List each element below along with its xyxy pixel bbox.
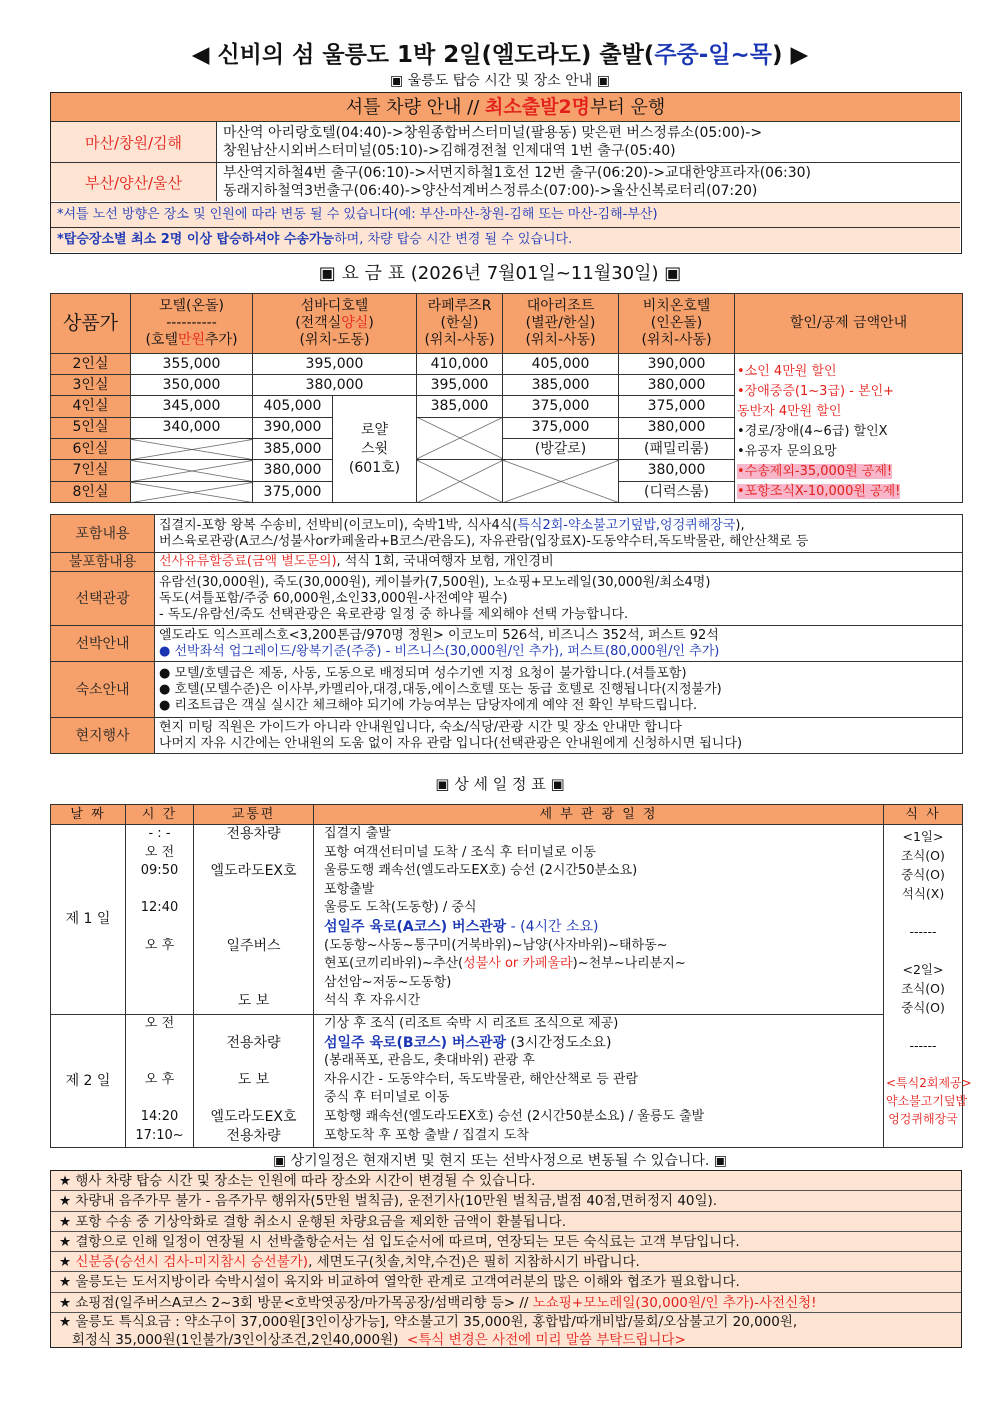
include-content: 집결지-포항 왕복 수송비, 선박비(이코노미), 숙박1박, 식사4식(특식2회-약소불고기덮밥,엉겅퀴해장국), 버스육로관광(A코스/성불사or카페울라+B코스/관음도), 자유관람(입장료X)-도동약수터,독도박물관, 해안산책로 등 xyxy=(155,515,963,553)
price-cell: 385,000 xyxy=(503,375,619,396)
day2-transport: 전용차량 도 보 엘도라도EX호 전용차량 xyxy=(194,1015,314,1148)
day1-transport: 전용차량 엘도라도EX호 일주버스 도 보 xyxy=(194,825,314,1015)
header-laperouse: 라페루즈R (한실) (위치-사동) xyxy=(417,294,503,354)
shuttle-note: 하며, 차량 탑승 시간 변경 될 수 있습니다. xyxy=(334,232,573,247)
shuttle-section xyxy=(50,92,962,254)
option-label: 선택관광 xyxy=(51,572,155,626)
title-accent: 주중-일~목 xyxy=(654,42,773,68)
local-label: 현지행사 xyxy=(51,718,155,754)
route-line: 창원남산시외버스터미널(05:10)->김해경전철 인제대역 1번 출구(05:40) xyxy=(223,143,676,159)
sched-title: ▣ 상 세 일 정 표 ▣ xyxy=(435,775,565,793)
page-title xyxy=(0,40,1000,70)
day2-times: 오 전 오 후 14:20 17:10~ xyxy=(126,1015,194,1148)
title-text: ◀ 신비의 섬 울릉도 1박 2일(엘도라도) 출발( xyxy=(191,42,655,68)
royal-suite: 로얄 스윗 (601호) xyxy=(333,396,417,503)
price-cell: 385,000 xyxy=(417,396,503,418)
route-line: 마산역 아리랑호텔(04:40)->창원종합버스터미널(팔용동) 맞은편 버스정류소(05:00)-> xyxy=(223,125,763,141)
sub-title: ▣ 울릉도 탑승 시간 및 장소 안내 ▣ xyxy=(390,73,610,89)
na-cell xyxy=(417,460,503,503)
day1-detail: 집결지 출발 포항 여객선터미널 도착 / 조식 후 터미널로 이동 울릉도행 쾌속선(엘도라도EX호) 승선 (2시간50분소요) 포항출발 울릉도 도착(도동항) / 중식 섬일주 육로(A코스) 버스관광 - (4시간 소요) (도동항~사동~통구미(거북바위)~남양(사자바위)~태하동~ 현포(코끼리바위)~추산(성불사 or 카페울라)~천부~나리분지~ 삼선암~저동~도동항) 석식 후 자유시간 xyxy=(314,825,884,1015)
shuttle-header-text: 셔틀 차량 안내 // xyxy=(345,97,486,118)
na-cell xyxy=(131,439,253,460)
shuttle-note: *셔틀 노선 방향은 장소 및 인원에 따라 변동 될 수 있습니다(예: 부산-마산-창원-김해 또는 마산-김해-부산) xyxy=(57,207,658,222)
price-cell: 405,000 xyxy=(503,354,619,375)
price-cell: 410,000 xyxy=(417,354,503,375)
notes-box xyxy=(50,1170,962,1348)
info-table xyxy=(50,514,963,754)
note-item: ★ 신분증(승선시 검사-미지참시 승선불가), 세면도구(칫솔,치약,수건)은 필히 지참하시기 바랍니다. xyxy=(51,1252,961,1272)
room-type: 4인실 xyxy=(51,396,131,418)
price-cell: 350,000 xyxy=(131,375,253,396)
room-type: 7인실 xyxy=(51,460,131,482)
price-cell: 380,000 xyxy=(253,375,417,396)
header-daea: 대아리조트 (별관/한실) (위치-사동) xyxy=(503,294,619,354)
price-cell: 375,000 xyxy=(503,417,619,439)
price-cell: 385,000 xyxy=(253,439,333,460)
discount-item: •소인 4만원 할인 xyxy=(737,364,837,379)
price-cell: 380,000 xyxy=(253,460,333,482)
price-cell: 380,000 xyxy=(619,375,735,396)
na-cell xyxy=(503,460,619,503)
col-time: 시 간 xyxy=(126,805,194,825)
note-item: ★ 행사 차량 탑승 시간 및 장소는 인원에 따라 장소와 시간이 변경될 수 있습니다. xyxy=(51,1171,961,1191)
price-cell: 375,000 xyxy=(253,482,333,503)
discount-item: 동반자 4만원 할인 xyxy=(737,404,842,419)
day-2: 제 2 일 xyxy=(51,1015,126,1148)
discount-list xyxy=(735,354,963,503)
price-cell: 405,000 xyxy=(253,396,333,418)
room-type: 5인실 xyxy=(51,417,131,439)
price-cell: 345,000 xyxy=(131,396,253,418)
stay-label: 숙소안내 xyxy=(51,662,155,718)
note-item: ★ 결항으로 인해 일정이 연장될 시 선박출항순서는 섬 입도순서에 따르며, 연장되는 모든 숙식료는 고객 부담입니다. xyxy=(51,1232,961,1252)
stay-content: ● 모텔/호텔급은 제동, 사동, 도동으로 배정되며 성수기엔 지정 요청이 불가합니다.(셔틀포함) ● 호텔(모텔수준)은 이사부,카멜리아,대경,대동,에이스호텔 또는 동급 호텔로 진행됩니다(지정불가) ● 리조트급은 객실 실시간 체크해야 되기에 가능여부는 담당자에게 예약 전 확인 부탁드립니다. xyxy=(155,662,963,718)
exclude-label: 불포함내용 xyxy=(51,553,155,572)
discount-item: •포항조식X-10,000원 공제! xyxy=(737,484,901,499)
shuttle-note-accent: *탑승장소별 최소 2명 이상 탑승하셔야 수송가능 xyxy=(57,232,335,247)
note-item: ★ 울릉도는 도서지방이라 숙박시설이 육지와 비교하여 열악한 관계로 고객여러분의 많은 이해와 협조가 필요합니다. xyxy=(51,1272,961,1292)
na-cell xyxy=(131,482,253,503)
price-cell: 380,000 xyxy=(619,417,735,439)
local-content: 현지 미팅 직원은 가이드가 아니라 안내원입니다, 숙소/식당/관광 시간 및 장소 안내만 합니다 나머지 자유 시간에는 안내원의 도움 없이 자유 관람 입니다(선택관광은 안내원에게 신청하시면 됩니다) xyxy=(155,718,963,754)
meal-column: <1일> 조식(O) 중식(O) 석식(X) ------ <2일> 조식(O) 중식(O) ------ <특식2회제공> 약소불고기덮밥 엉겅퀴해장국 xyxy=(884,825,963,1148)
na-cell xyxy=(131,460,253,482)
price-cell: (패밀리룸) xyxy=(619,439,735,460)
col-transport: 교통편 xyxy=(194,805,314,825)
day2-detail: 기상 후 조식 (리조트 숙박 시 리조트 조식으로 제공) 섬일주 육로(B코스) 버스관광 (3시간정도소요) (봉래폭포, 관음도, 촛대바위) 관광 후 자유시간 - 도동약수터, 독도박물관, 해안산책로 등 관람 중식 후 터미널로 이동 포항행 쾌속선(엘도라도EX호) 승선 (2시간50분소요) / 울릉도 출발 포항도착 후 포항 출발 / 집결지 도착 xyxy=(314,1015,884,1148)
discount-item: •경로/장애(4~6급) 할인X xyxy=(737,424,888,439)
header-discount: 할인/공제 금액안내 xyxy=(735,294,963,354)
price-cell: 340,000 xyxy=(131,417,253,439)
na-cell xyxy=(417,417,503,460)
route-line: 동래지하철역3번출구(06:40)->양산석계버스정류소(07:00)->울산신복로터리(07:20) xyxy=(223,183,758,199)
header-motel: 모텔(온돌) ---------- (호텔만원추가) xyxy=(131,294,253,354)
col-detail: 세 부 관 광 일 정 xyxy=(314,805,884,825)
day-1: 제 1 일 xyxy=(51,825,126,1015)
price-cell: 375,000 xyxy=(619,396,735,418)
discount-item: •수송제외-35,000원 공제! xyxy=(737,464,893,479)
col-meal: 식 사 xyxy=(884,805,963,825)
price-cell: 355,000 xyxy=(131,354,253,375)
header-sombody: 섬바디호텔 (전객실양실) (위치-도동) xyxy=(253,294,417,354)
room-type: 8인실 xyxy=(51,482,131,503)
ship-label: 선박안내 xyxy=(51,626,155,662)
route-line: 부산역지하철4번 출구(06:10)->서면지하철1호선 12번 출구(06:20)->교대한양프라자(06:30) xyxy=(223,165,811,181)
price-label: 상품가 xyxy=(51,294,131,354)
price-cell: 395,000 xyxy=(417,375,503,396)
room-type: 2인실 xyxy=(51,354,131,375)
price-cell: 380,000 xyxy=(619,460,735,482)
room-type: 6인실 xyxy=(51,439,131,460)
price-cell: 390,000 xyxy=(619,354,735,375)
day1-times: - : - 오 전 09:50 12:40 오 후 xyxy=(126,825,194,1015)
schedule-table xyxy=(50,804,972,1148)
discount-item: •장애중증(1~3급) - 본인+ xyxy=(737,384,895,399)
price-cell: 395,000 xyxy=(253,354,417,375)
note-item: ★ 쇼핑점(일주버스A코스 2~3회 방문<호박엿공장/마가목공장/섬백리향 등> // 노쇼핑+모노레일(30,000원/인 추가)-사전신청! xyxy=(51,1293,961,1313)
include-label: 포함내용 xyxy=(51,515,155,553)
title-text-end: ) ▶ xyxy=(772,42,809,68)
shuttle-header xyxy=(51,93,960,122)
price-cell: 375,000 xyxy=(503,396,619,418)
price-table xyxy=(50,293,963,503)
note-item: ★ 차량내 음주가무 불가 - 음주가무 행위자(5만원 벌칙금), 운전기사(10만원 벌칙금,벌점 40점,면허정지 40일). xyxy=(51,1191,961,1211)
room-type: 3인실 xyxy=(51,375,131,396)
route-label-busan: 부산/양산/울산 xyxy=(51,163,217,201)
col-date: 날 짜 xyxy=(51,805,126,825)
shuttle-notes xyxy=(51,202,960,252)
price-cell: (디럭스룸) xyxy=(619,482,735,503)
discount-item: •유공자 문의요망 xyxy=(737,444,837,459)
notes-title: ▣ 상기일정은 현재지변 및 현지 또는 선박사정으로 변동될 수 있습니다. ▣ xyxy=(272,1153,728,1169)
price-title: ▣ 요 금 표 (2026년 7월01일~11월30일) ▣ xyxy=(318,263,682,284)
shuttle-header-tail: 부터 운행 xyxy=(590,97,666,118)
option-content: 유람선(30,000원), 죽도(30,000원), 케이블카(7,500원), 노쇼핑+모노레일(30,000원/최소4명) 독도(셔틀포함/주중 60,000원,소인33,000원-사전예약 필수) - 독도/유람선/죽도 선택관광은 육로관광 일정 중 하나를 제외해야 선택 가능합니다. xyxy=(155,572,963,626)
route-label-masan: 마산/창원/김해 xyxy=(51,122,217,162)
note-item: ★ 울릉도 특식요금 : 약소구이 37,000원[3인이상가능], 약소불고기 35,000원, 홍합밥/따개비밥/물회/오삼불고기 20,000원, 회정식 35,000원(1인불가/3인이상조건,2인40,000원) <특식 변경은 사전에 미리 말씀 부탁드립니다> xyxy=(59,1314,798,1349)
header-beachon: 비치온호텔 (인온돌) (위치-사동) xyxy=(619,294,735,354)
ship-content: 엘도라도 익스프레스호<3,200톤급/970명 정원> 이코노미 526석, 비즈니스 352석, 퍼스트 92석 ● 선박좌석 업그레이드/왕복기준(주중) - 비즈니스(30,000원/인 추가), 퍼스트(80,000원/인 추가) xyxy=(155,626,963,662)
price-cell: 390,000 xyxy=(253,417,333,439)
price-cell: (방갈로) xyxy=(503,439,619,460)
option-line-1: 유람선(30,000원), 죽도(30,000원), 케이블카(7,500원), 노쇼핑+모노레일(30,000원/최소4명) xyxy=(159,574,711,590)
min-departure: 최소출발2명 xyxy=(485,96,591,118)
exclude-content: 선사유류할증료(금액 별도문의), 석식 1회, 국내여행자 보험, 개인경비 xyxy=(155,553,963,572)
note-item: ★ 포항 수송 중 기상악화로 결항 취소시 운행된 차량요금을 제외한 금액이 환불됩니다. xyxy=(51,1212,961,1232)
